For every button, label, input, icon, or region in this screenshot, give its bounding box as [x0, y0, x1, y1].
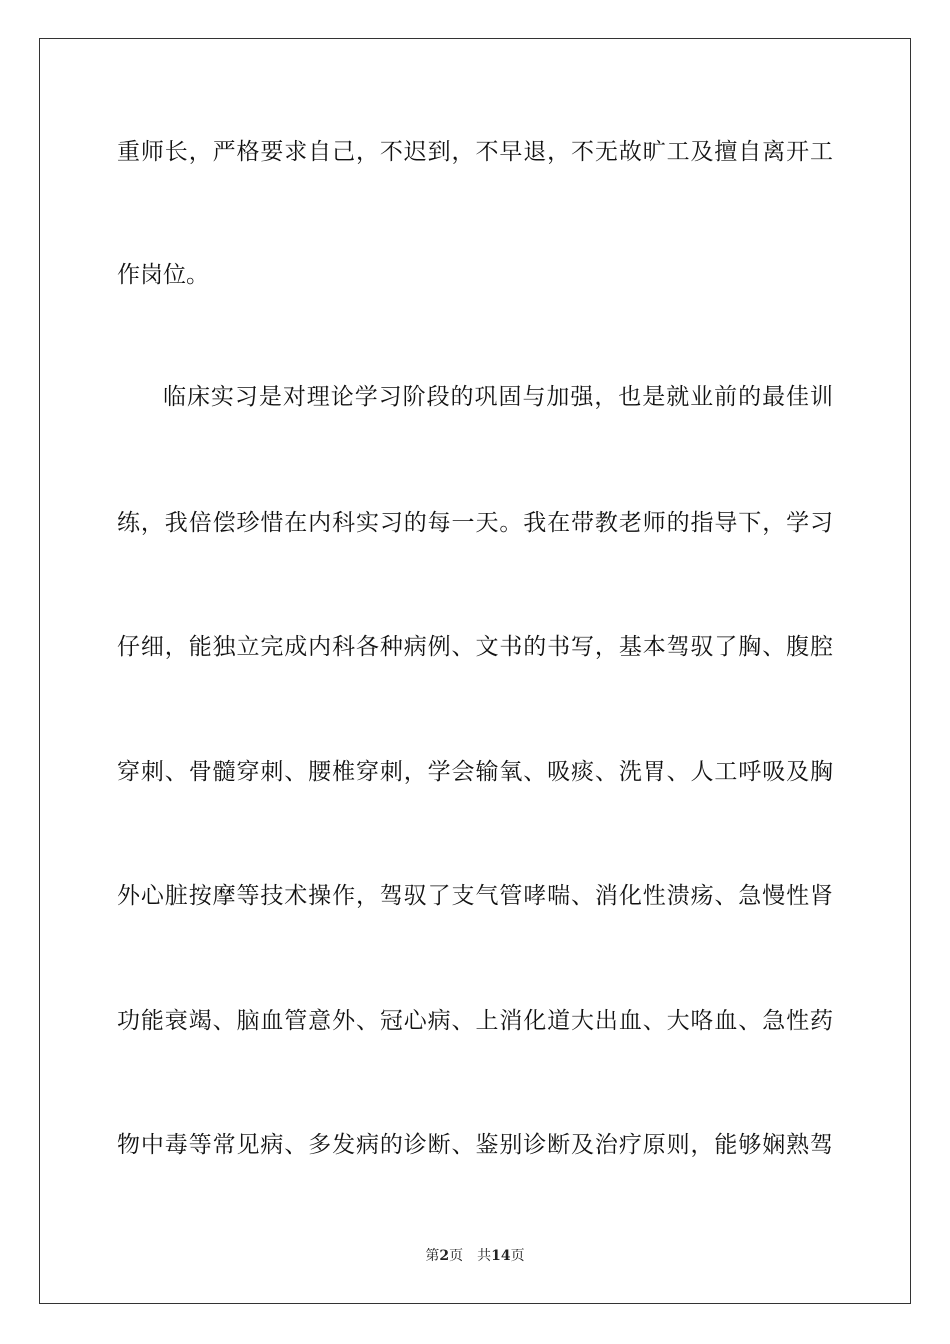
body-line-7: 外心脏按摩等技术操作，驾驭了支气管哮喘、消化性溃疡、急慢性肾	[117, 883, 833, 909]
body-line-1: 重师长，严格要求自己，不迟到，不早退，不无故旷工及擅自离开工	[117, 139, 833, 165]
footer-total-prefix: 共	[477, 1248, 492, 1264]
footer-total-suffix: 页	[510, 1248, 525, 1264]
footer-page-suffix: 页	[449, 1248, 464, 1264]
page-footer	[0, 1247, 950, 1265]
footer-page-prefix: 第	[425, 1248, 440, 1264]
body-line-9: 物中毒等常见病、多发病的诊断、鉴别诊断及治疗原则，能够娴熟驾	[117, 1132, 833, 1158]
footer-total-pages: 14	[491, 1248, 511, 1264]
body-line-8: 功能衰竭、脑血管意外、冠心病、上消化道大出血、大咯血、急性药	[117, 1008, 833, 1034]
footer-page-number: 2	[439, 1248, 450, 1264]
body-line-5: 仔细，能独立完成内科各种病例、文书的书写，基本驾驭了胸、腹腔	[117, 634, 833, 660]
body-line-2: 作岗位。	[117, 262, 209, 288]
body-line-4: 练，我倍偿珍惜在内科实习的每一天。我在带教老师的指导下，学习	[117, 510, 833, 536]
body-line-3: 临床实习是对理论学习阶段的巩固与加强，也是就业前的最佳训	[163, 384, 833, 410]
page-frame	[39, 38, 911, 1304]
body-line-6: 穿刺、骨髓穿刺、腰椎穿刺，学会输氧、吸痰、洗胃、人工呼吸及胸	[117, 759, 833, 785]
